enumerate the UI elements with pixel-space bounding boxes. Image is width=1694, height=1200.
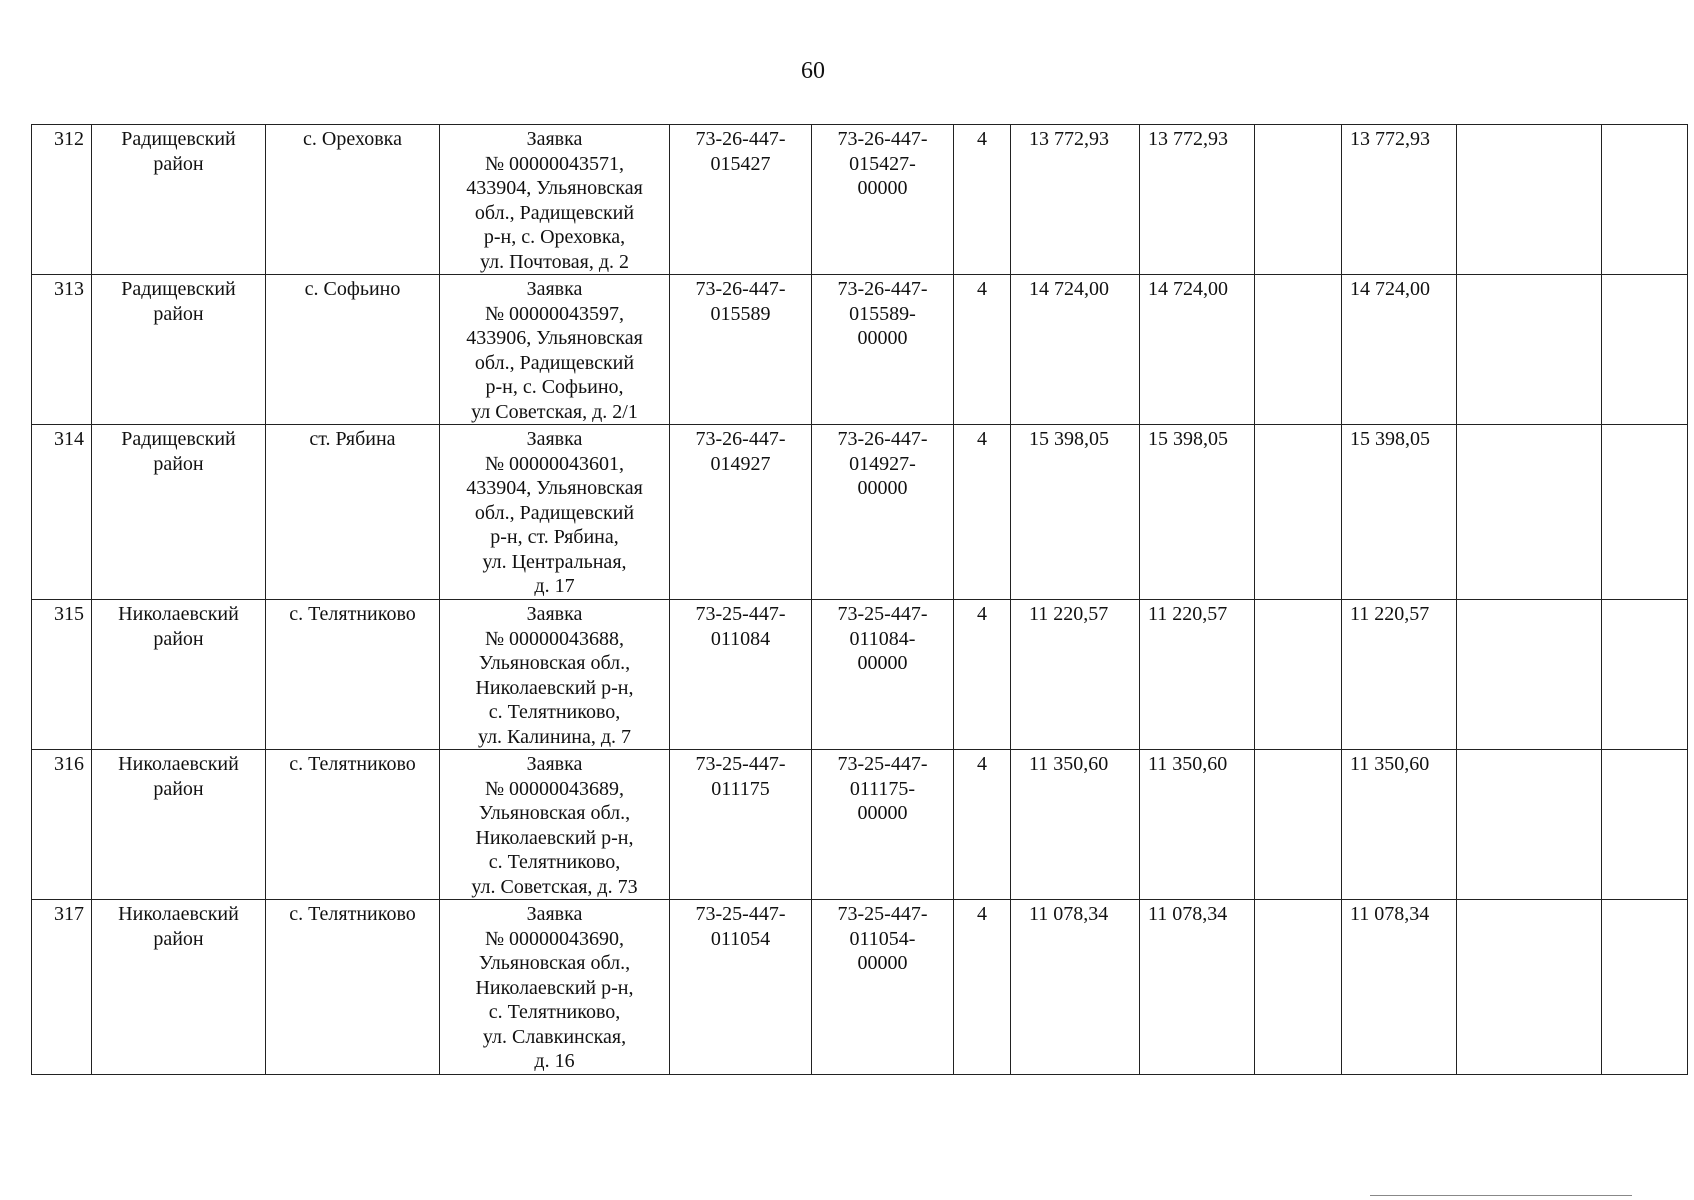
request-address-line: № 00000043571, <box>484 152 625 175</box>
request-address-line: ул. Славкинская, <box>482 1025 627 1048</box>
request-address-line: Ульяновская обл., <box>478 802 631 824</box>
amount-empty-cell <box>1255 125 1342 275</box>
extra-cell <box>1457 125 1602 275</box>
quantity-cell: 4 <box>954 900 1011 1075</box>
request-address-line: 433906, Ульяновская <box>466 327 643 349</box>
full-code-line: 014927- <box>849 452 916 475</box>
request-address-line: Николаевский р-н, <box>475 676 634 699</box>
district-cell <box>92 600 266 750</box>
row-number-cell: 312 <box>32 125 92 275</box>
amount-empty-cell <box>1255 750 1342 900</box>
table-row <box>32 275 1688 425</box>
request-address-cell <box>440 750 670 900</box>
request-address-line: с. Телятниково, <box>488 1001 621 1023</box>
request-address-cell <box>440 275 670 425</box>
request-address-line: с. Телятниково, <box>488 701 621 723</box>
district-line: Радищевский <box>121 128 236 150</box>
request-address-line: с. Телятниково, <box>488 851 621 873</box>
district-line: Николаевский <box>118 903 239 925</box>
quantity-cell: 4 <box>954 600 1011 750</box>
full-code-line: 015427- <box>849 152 916 175</box>
district-line: Николаевский <box>118 603 239 625</box>
request-address-line: р-н, с. Ореховка, <box>483 226 626 248</box>
request-address-line: Заявка <box>526 428 583 450</box>
settlement-cell: с. Телятниково <box>266 600 440 750</box>
request-address-line: Заявка <box>526 753 583 775</box>
amount-total-cell: 14 724,00 <box>1342 275 1457 425</box>
request-address-line: № 00000043597, <box>484 302 625 325</box>
full-code-cell <box>812 600 954 750</box>
request-address-line: 433904, Ульяновская <box>466 177 643 199</box>
cadastral-code-line: 011175 <box>711 777 770 800</box>
amount-cell: 11 078,34 <box>1011 900 1140 1075</box>
request-address-line: № 00000043690, <box>484 927 625 950</box>
bottom-rule <box>1370 1195 1632 1196</box>
cadastral-code-cell <box>670 600 812 750</box>
quantity-cell: 4 <box>954 125 1011 275</box>
amount-total-cell: 11 220,57 <box>1342 600 1457 750</box>
request-address-line: обл., Радищевский <box>474 201 635 224</box>
district-line: район <box>153 302 204 325</box>
full-code-line: 00000 <box>857 952 908 974</box>
page-number: 60 <box>801 58 825 84</box>
request-address-line: 433904, Ульяновская <box>466 477 643 499</box>
request-address-line: Николаевский р-н, <box>475 976 634 999</box>
registry-table <box>31 124 1688 1075</box>
district-line: район <box>153 152 204 175</box>
request-address-line: № 00000043688, <box>484 627 625 650</box>
full-code-line: 00000 <box>857 652 908 674</box>
request-address-line: Ульяновская обл., <box>478 952 631 974</box>
district-line: Радищевский <box>121 428 236 450</box>
extra-cell <box>1457 600 1602 750</box>
quantity-cell: 4 <box>954 750 1011 900</box>
extra-cell <box>1457 900 1602 1075</box>
full-code-line: 73-26-447- <box>837 428 928 450</box>
extra-cell <box>1602 425 1688 600</box>
district-line: район <box>153 777 204 800</box>
district-line: район <box>153 627 204 650</box>
amount-empty-cell <box>1255 600 1342 750</box>
amount-total-cell: 11 078,34 <box>1342 900 1457 1075</box>
cadastral-code-cell <box>670 125 812 275</box>
amount-cell: 15 398,05 <box>1140 425 1255 600</box>
table-body <box>32 125 1688 1075</box>
full-code-cell <box>812 275 954 425</box>
extra-cell <box>1457 750 1602 900</box>
cadastral-code-line: 015589 <box>710 302 771 325</box>
table-row <box>32 425 1688 600</box>
full-code-line: 73-26-447- <box>837 128 928 150</box>
full-code-cell <box>812 125 954 275</box>
table-row <box>32 600 1688 750</box>
request-address-cell <box>440 125 670 275</box>
district-line: Радищевский <box>121 278 236 300</box>
amount-empty-cell <box>1255 900 1342 1075</box>
full-code-cell <box>812 750 954 900</box>
amount-empty-cell <box>1255 275 1342 425</box>
request-address-line: Николаевский р-н, <box>475 826 634 849</box>
request-address-line: № 00000043689, <box>484 777 625 800</box>
amount-total-cell: 15 398,05 <box>1342 425 1457 600</box>
row-number-cell: 314 <box>32 425 92 600</box>
amount-total-cell: 13 772,93 <box>1342 125 1457 275</box>
full-code-line: 00000 <box>857 477 908 499</box>
district-cell <box>92 900 266 1075</box>
quantity-cell: 4 <box>954 275 1011 425</box>
settlement-cell: ст. Рябина <box>266 425 440 600</box>
request-address-line: д. 16 <box>534 1050 575 1072</box>
extra-cell <box>1602 275 1688 425</box>
request-address-line: р-н, с. Софьино, <box>485 376 624 398</box>
full-code-line: 011175- <box>849 777 916 800</box>
cadastral-code-line: 014927 <box>710 452 771 475</box>
settlement-cell: с. Телятниково <box>266 900 440 1075</box>
request-address-line: д. 17 <box>534 575 575 597</box>
extra-cell <box>1457 425 1602 600</box>
row-number-cell: 315 <box>32 600 92 750</box>
district-line: Николаевский <box>118 753 239 775</box>
extra-cell <box>1602 600 1688 750</box>
table-row <box>32 750 1688 900</box>
full-code-line: 73-25-447- <box>837 903 928 925</box>
district-line: район <box>153 927 204 950</box>
request-address-cell <box>440 425 670 600</box>
extra-cell <box>1457 275 1602 425</box>
extra-cell <box>1602 900 1688 1075</box>
district-cell <box>92 425 266 600</box>
full-code-line: 73-25-447- <box>837 603 928 625</box>
settlement-cell: с. Телятниково <box>266 750 440 900</box>
request-address-cell <box>440 600 670 750</box>
cadastral-code-line: 73-26-447- <box>695 278 786 300</box>
cadastral-code-line: 73-25-447- <box>695 603 786 625</box>
cadastral-code-cell <box>670 750 812 900</box>
table-row <box>32 125 1688 275</box>
amount-cell: 13 772,93 <box>1140 125 1255 275</box>
amount-cell: 11 350,60 <box>1011 750 1140 900</box>
extra-cell <box>1602 750 1688 900</box>
full-code-line: 011054- <box>849 927 916 950</box>
cadastral-code-cell <box>670 425 812 600</box>
district-cell <box>92 125 266 275</box>
settlement-cell: с. Ореховка <box>266 125 440 275</box>
full-code-cell <box>812 900 954 1075</box>
full-code-line: 00000 <box>857 802 908 824</box>
request-address-line: Заявка <box>526 278 583 300</box>
request-address-line: Заявка <box>526 603 583 625</box>
settlement-cell: с. Софьино <box>266 275 440 425</box>
full-code-line: 00000 <box>857 177 908 199</box>
request-address-line: ул. Почтовая, д. 2 <box>480 250 629 273</box>
extra-cell <box>1602 125 1688 275</box>
request-address-line: р-н, ст. Рябина, <box>490 526 619 548</box>
amount-total-cell: 11 350,60 <box>1342 750 1457 900</box>
request-address-line: ул. Центральная, <box>482 550 627 573</box>
request-address-line: Заявка <box>526 903 583 925</box>
cadastral-code-line: 015427 <box>710 152 771 175</box>
cadastral-code-cell <box>670 900 812 1075</box>
full-code-line: 011084- <box>849 627 916 650</box>
full-code-line: 73-25-447- <box>837 753 928 775</box>
row-number-cell: 316 <box>32 750 92 900</box>
cadastral-code-line: 73-25-447- <box>695 903 786 925</box>
request-address-line: обл., Радищевский <box>474 501 635 524</box>
cadastral-code-cell <box>670 275 812 425</box>
full-code-cell <box>812 425 954 600</box>
district-cell <box>92 750 266 900</box>
full-code-line: 00000 <box>857 327 908 349</box>
cadastral-code-line: 73-25-447- <box>695 753 786 775</box>
amount-cell: 11 220,57 <box>1140 600 1255 750</box>
full-code-line: 015589- <box>849 302 916 325</box>
quantity-cell: 4 <box>954 425 1011 600</box>
request-address-line: ул. Советская, д. 73 <box>471 875 638 898</box>
cadastral-code-line: 73-26-447- <box>695 428 786 450</box>
amount-cell: 11 350,60 <box>1140 750 1255 900</box>
cadastral-code-line: 011054 <box>710 927 771 950</box>
table-row <box>32 900 1688 1075</box>
amount-cell: 13 772,93 <box>1011 125 1140 275</box>
district-cell <box>92 275 266 425</box>
request-address-line: Заявка <box>526 128 583 150</box>
amount-cell: 11 220,57 <box>1011 600 1140 750</box>
amount-cell: 11 078,34 <box>1140 900 1255 1075</box>
amount-cell: 14 724,00 <box>1140 275 1255 425</box>
district-line: район <box>153 452 204 475</box>
full-code-line: 73-26-447- <box>837 278 928 300</box>
request-address-cell <box>440 900 670 1075</box>
row-number-cell: 313 <box>32 275 92 425</box>
amount-empty-cell <box>1255 425 1342 600</box>
request-address-line: № 00000043601, <box>484 452 625 475</box>
cadastral-code-line: 011084 <box>710 627 771 650</box>
amount-cell: 15 398,05 <box>1011 425 1140 600</box>
row-number-cell: 317 <box>32 900 92 1075</box>
request-address-line: обл., Радищевский <box>474 351 635 374</box>
request-address-line: ул Советская, д. 2/1 <box>471 400 638 423</box>
request-address-line: ул. Калинина, д. 7 <box>477 725 632 748</box>
amount-cell: 14 724,00 <box>1011 275 1140 425</box>
cadastral-code-line: 73-26-447- <box>695 128 786 150</box>
request-address-line: Ульяновская обл., <box>478 652 631 674</box>
